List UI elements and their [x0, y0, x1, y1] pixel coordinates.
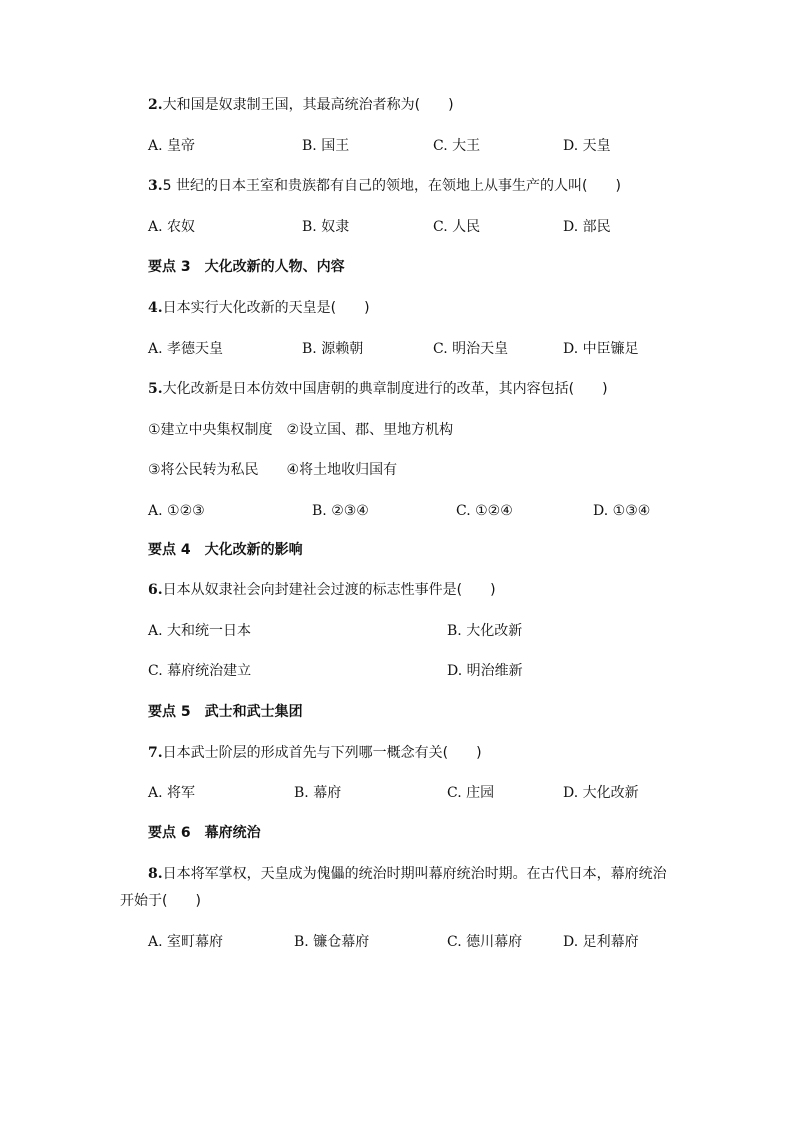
- option-text: 农奴: [167, 219, 196, 235]
- option-b: [312, 502, 369, 520]
- option-text: ①②③: [167, 503, 205, 519]
- question-5-stem: [148, 380, 608, 398]
- option-text: 奴隶: [321, 219, 350, 235]
- option-letter: D.: [447, 663, 463, 679]
- option-text: 镰仓幕府: [313, 934, 370, 950]
- option-text: ②③④: [331, 503, 369, 519]
- section-heading: 要点 5 武士和武士集团: [148, 704, 303, 720]
- option-d: [563, 340, 639, 358]
- question-number: 2.: [148, 97, 163, 113]
- option-letter: A.: [148, 138, 163, 154]
- option-letter: C.: [433, 341, 448, 357]
- option-c: [447, 933, 522, 951]
- option-a: [148, 784, 195, 802]
- option-text: 明治天皇: [452, 341, 509, 357]
- section-heading: 要点 4 大化改新的影响: [148, 542, 303, 558]
- option-text: 部民: [582, 219, 611, 235]
- option-b: [302, 137, 349, 155]
- option-d: [593, 502, 650, 520]
- option-a: [148, 340, 223, 358]
- option-b: [447, 622, 522, 640]
- option-text: 明治维新: [466, 663, 523, 679]
- option-letter: C.: [433, 138, 448, 154]
- option-text: ①②④: [475, 503, 513, 519]
- option-letter: C.: [433, 219, 448, 235]
- option-a: [148, 137, 195, 155]
- option-text: 庄园: [466, 785, 495, 801]
- option-text: 足利幕府: [582, 934, 639, 950]
- option-text: 幕府: [313, 785, 342, 801]
- option-c: [447, 784, 494, 802]
- question-number: 3.: [148, 178, 163, 194]
- option-c: [148, 662, 251, 680]
- question-2-stem: [148, 96, 454, 114]
- option-b: [302, 218, 349, 236]
- option-text: 源赖朝: [321, 341, 364, 357]
- option-a: [148, 502, 205, 520]
- question-text: 5 世纪的日本王室和贵族都有自己的领地，在领地上从事生产的人叫( ): [162, 178, 621, 194]
- question-text: 日本实行大化改新的天皇是( ): [162, 300, 370, 316]
- option-b: [302, 340, 363, 358]
- question-number: 6.: [148, 582, 163, 598]
- option-text: 中臣镰足: [582, 341, 639, 357]
- option-letter: D.: [563, 934, 579, 950]
- option-d: [447, 662, 523, 680]
- option-text: 皇帝: [167, 138, 196, 154]
- option-a: [148, 218, 195, 236]
- option-letter: C.: [148, 663, 163, 679]
- option-text: 国王: [321, 138, 350, 154]
- option-text: 大和统一日本: [167, 623, 252, 639]
- option-letter: A.: [148, 341, 163, 357]
- option-text: 人民: [452, 219, 481, 235]
- option-letter: A.: [148, 934, 163, 950]
- question-7-stem: [148, 744, 482, 762]
- option-text: 孝德天皇: [167, 341, 224, 357]
- question-5-items-line-2: ③将公民转为私民 ④将土地收归国有: [148, 462, 398, 478]
- option-letter: A.: [148, 785, 163, 801]
- option-letter: D.: [563, 138, 579, 154]
- option-text: ①③④: [612, 503, 651, 519]
- section-heading: 要点 6 幕府统治: [148, 825, 261, 841]
- option-letter: A.: [148, 219, 163, 235]
- option-d: [563, 784, 639, 802]
- option-text: 德川幕府: [466, 934, 523, 950]
- option-text: 幕府统治建立: [167, 663, 252, 679]
- option-text: 大化改新: [466, 623, 523, 639]
- option-text: 大王: [452, 138, 481, 154]
- section-heading: 要点 3 大化改新的人物、内容: [148, 259, 345, 275]
- option-letter: C.: [456, 503, 471, 519]
- option-letter: B.: [302, 219, 317, 235]
- option-letter: D.: [563, 785, 579, 801]
- option-letter: B.: [447, 623, 462, 639]
- option-letter: B.: [294, 934, 309, 950]
- question-number: 4.: [148, 300, 163, 316]
- option-b: [294, 933, 369, 951]
- question-8-stem-continuation: 开始于( ): [120, 893, 201, 909]
- question-number: 5.: [148, 381, 163, 397]
- option-c: [456, 502, 513, 520]
- question-text: 日本将军掌权，天皇成为傀儡的统治时期叫幕府统治时期。在古代日本，幕府统治: [162, 866, 667, 882]
- option-d: [563, 218, 611, 236]
- question-8-stem: [148, 865, 667, 883]
- question-text: 大化改新是日本仿效中国唐朝的典章制度进行的改革，其内容包括( ): [162, 381, 608, 397]
- question-number: 8.: [148, 866, 163, 882]
- question-text: 大和国是奴隶制王国，其最高统治者称为( ): [162, 97, 454, 113]
- option-c: [433, 218, 480, 236]
- option-letter: B.: [294, 785, 309, 801]
- question-text: 日本从奴隶社会向封建社会过渡的标志性事件是( ): [162, 582, 496, 598]
- option-letter: A.: [148, 623, 163, 639]
- option-letter: D.: [563, 341, 579, 357]
- option-letter: D.: [563, 219, 579, 235]
- option-letter: A.: [148, 503, 163, 519]
- question-5-items-line-1: ①建立中央集权制度 ②设立国、郡、里地方机构: [148, 422, 454, 438]
- option-text: 室町幕府: [167, 934, 224, 950]
- question-text: 日本武士阶层的形成首先与下列哪一概念有关( ): [162, 745, 482, 761]
- option-d: [563, 137, 611, 155]
- question-number: 7.: [148, 745, 163, 761]
- option-b: [294, 784, 341, 802]
- option-letter: C.: [447, 934, 462, 950]
- option-text: 大化改新: [582, 785, 639, 801]
- option-letter: D.: [593, 503, 609, 519]
- option-c: [433, 137, 480, 155]
- option-letter: B.: [302, 341, 317, 357]
- option-letter: C.: [447, 785, 462, 801]
- option-c: [433, 340, 508, 358]
- option-text: 天皇: [582, 138, 611, 154]
- option-a: [148, 933, 223, 951]
- option-letter: B.: [312, 503, 327, 519]
- question-6-stem: [148, 581, 496, 599]
- option-a: [148, 622, 251, 640]
- option-d: [563, 933, 639, 951]
- question-3-stem: [148, 177, 621, 195]
- option-letter: B.: [302, 138, 317, 154]
- question-4-stem: [148, 299, 370, 317]
- option-text: 将军: [167, 785, 196, 801]
